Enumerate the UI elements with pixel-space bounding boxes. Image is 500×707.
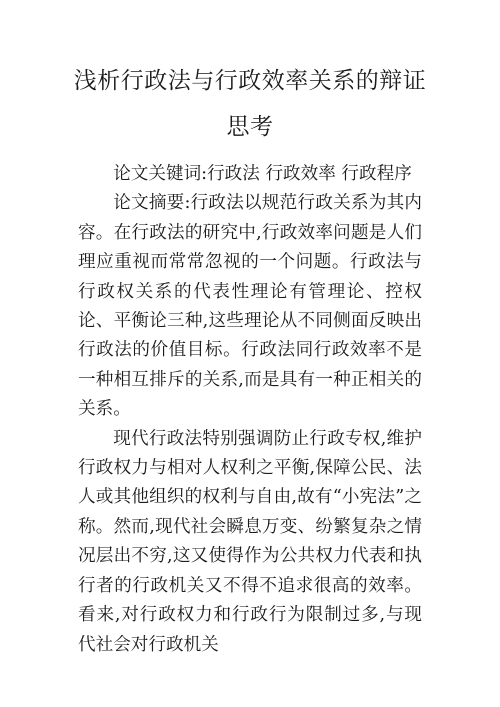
document-title (60, 58, 440, 150)
abstract-paragraph: 论文摘要:行政法以规范行政关系为其内容。在行政法的研究中,行政效率问题是人们理应重视而常常忽视的一个问题。行政法与行政权关系的代表性理论有管理论、控权论、平衡论三种,这些理论从不同侧面反映出行政法的价值目标。行政法同行政效率不是一种相互排斥的关系,而是具有一种正相关的关系。 (78, 193, 422, 420)
keywords-paragraph: 论文关键词:行政法 行政效率 行政程序 (113, 164, 412, 184)
body-paragraph: 现代行政法特别强调防止行政专权,维护行政权力与相对人权利之平衡,保障公民、法人或其他组织的权利与自由,故有“小宪法”之称。然而,现代社会瞬息万变、纷繁复杂之情况层出不穷,这又使得作为公共权力代表和执行者的行政机关又不得不追求很高的效率。看来,对行政权力和行政行为限制过多,与现代社会对行政机关 (78, 428, 422, 655)
document-body (78, 160, 422, 660)
title-line-1: 浅析行政法与行政效率关系的辩证 (73, 68, 427, 94)
title-line-2: 思考 (226, 114, 274, 140)
